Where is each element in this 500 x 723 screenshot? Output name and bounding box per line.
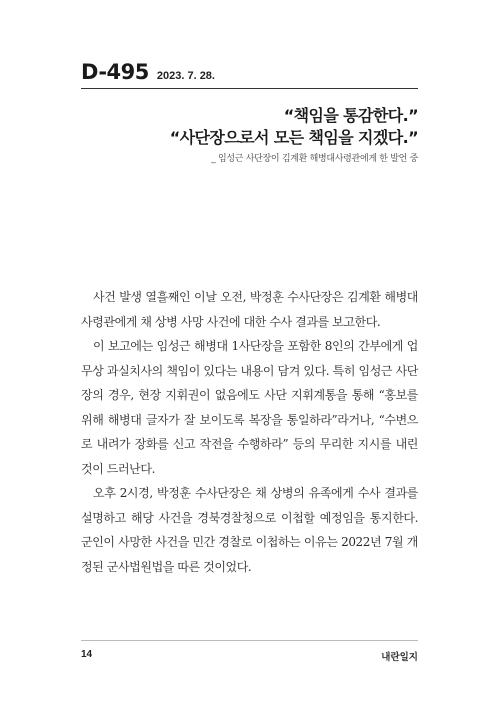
page-number: 14 <box>81 649 93 660</box>
entry-date: 2023. 7. 28. <box>156 70 215 82</box>
quote-source: _ 임성근 사단장이 김계환 해병대사령관에게 한 발언 중 <box>211 154 418 164</box>
paragraph: 이 보고에는 임성근 해병대 1사단장을 포함한 8인의 간부에게 업무상 과실치사의 책임이 있다는 내용이 담겨 있다. 특히 임성근 사단장의 경우, 현장 지휘권이 없음에도 사단 지휘계통을 통해 “홍보를 위해 해병대 글자가 잘 보이도록 복장을 통일하라”라거나, “수변으로 내려가 장화를 신고 작전을 수행하라” 등의 무리한 지시를 내린 것이 드러난다. <box>81 339 418 476</box>
body-text <box>81 285 418 579</box>
quote-line-2: “사단장으로서 모든 책임을 지겠다.” <box>169 128 418 147</box>
paragraph: 오후 2시경, 박정훈 수사단장은 채 상병의 유족에게 수사 결과를 설명하고 해당 사건을 경북경찰청으로 이첩할 예정임을 통지한다. 군인이 사망한 사건을 민간 경찰로 이첩하는 이유는 2022년 7월 개정된 군사법원법을 따른 것이었다. <box>81 486 418 574</box>
dday-counter: D-495 <box>81 60 149 84</box>
running-title: 내란일지 <box>381 652 418 663</box>
footer-divider <box>81 640 418 641</box>
quote-line-1: “책임을 통감한다.” <box>283 106 418 125</box>
header-divider <box>81 88 418 89</box>
paragraph: 사건 발생 열흘째인 이날 오전, 박정훈 수사단장은 김계환 해병대사령관에게 채 상병 사망 사건에 대한 수사 결과를 보고한다. <box>81 290 418 329</box>
entry-header <box>81 60 215 84</box>
